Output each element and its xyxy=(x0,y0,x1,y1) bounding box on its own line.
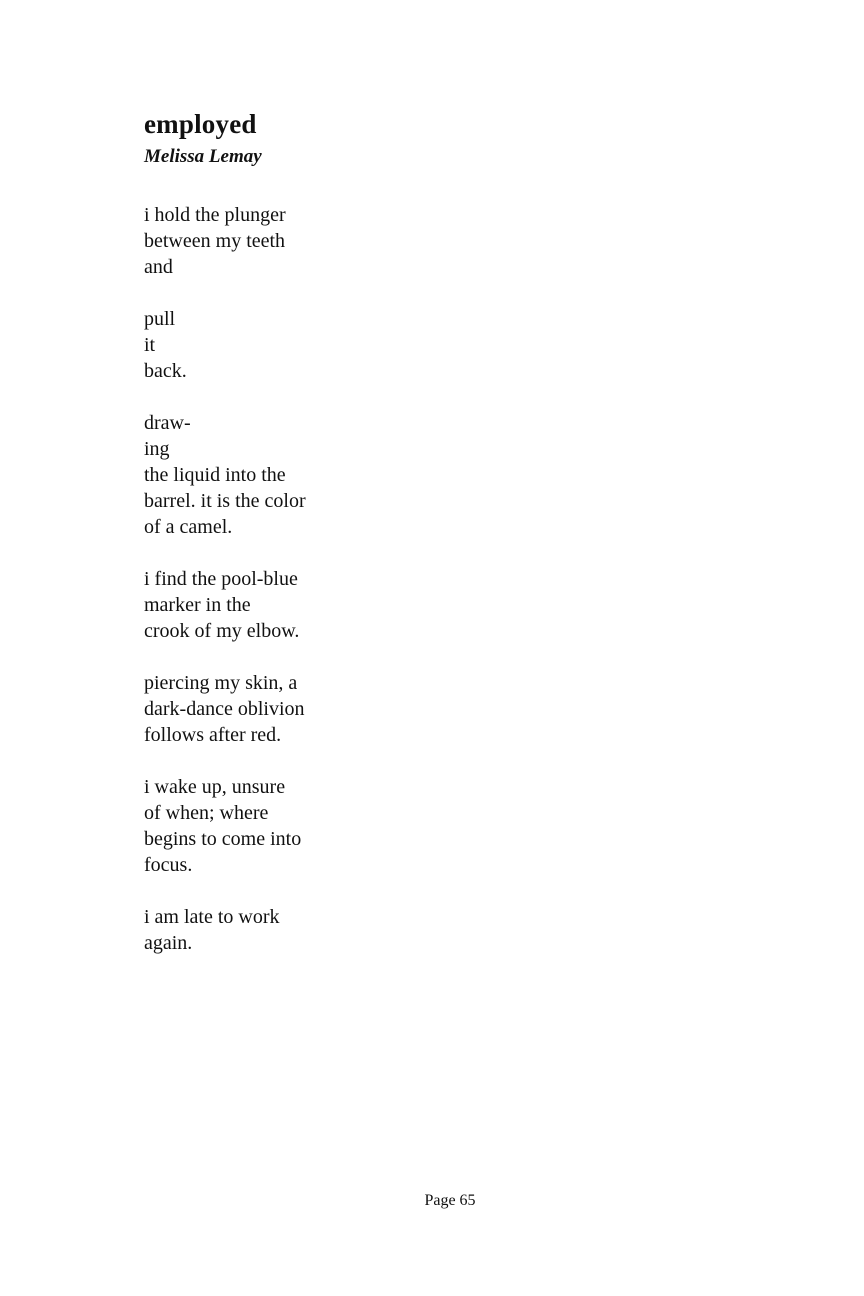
poem-stanza xyxy=(144,306,744,384)
poem-stanza xyxy=(144,410,744,540)
poem-line: between my teeth xyxy=(144,230,286,252)
poem-stanza xyxy=(144,202,744,280)
poem-stanza xyxy=(144,774,744,878)
poem-line: crook of my elbow. xyxy=(144,620,300,642)
poem-line: the liquid into the xyxy=(144,464,286,486)
poem-line: begins to come into xyxy=(144,828,302,850)
poem-line: barrel. it is the color xyxy=(144,490,306,512)
poem-line: and xyxy=(144,256,173,278)
poem-line: again. xyxy=(144,932,193,954)
poem-line: i wake up, unsure xyxy=(144,776,286,798)
poem-line: focus. xyxy=(144,854,193,876)
poem-stanza xyxy=(144,670,744,748)
poem-body xyxy=(144,202,744,956)
poem-author: Melissa Lemay xyxy=(144,146,262,167)
poem-line: piercing my skin, a xyxy=(144,672,298,694)
poem-line: back. xyxy=(144,360,187,382)
poem-stanza xyxy=(144,566,744,644)
poem xyxy=(144,106,744,982)
poem-line: of when; where xyxy=(144,802,269,824)
poem-line: i am late to work xyxy=(144,906,280,928)
poem-stanza xyxy=(144,904,744,956)
poem-line: pull xyxy=(144,308,176,330)
poem-line: of a camel. xyxy=(144,516,233,538)
poem-line: ing xyxy=(144,438,170,460)
poem-line: draw- xyxy=(144,412,191,434)
poem-line: follows after red. xyxy=(144,724,282,746)
poem-title: employed xyxy=(144,109,257,139)
poem-line: marker in the xyxy=(144,594,251,616)
poem-line: dark-dance oblivion xyxy=(144,698,305,720)
poem-line: i find the pool-blue xyxy=(144,568,298,590)
page-number: Page 65 xyxy=(424,1192,476,1209)
poem-line: i hold the plunger xyxy=(144,204,286,226)
poem-line: it xyxy=(144,334,156,356)
